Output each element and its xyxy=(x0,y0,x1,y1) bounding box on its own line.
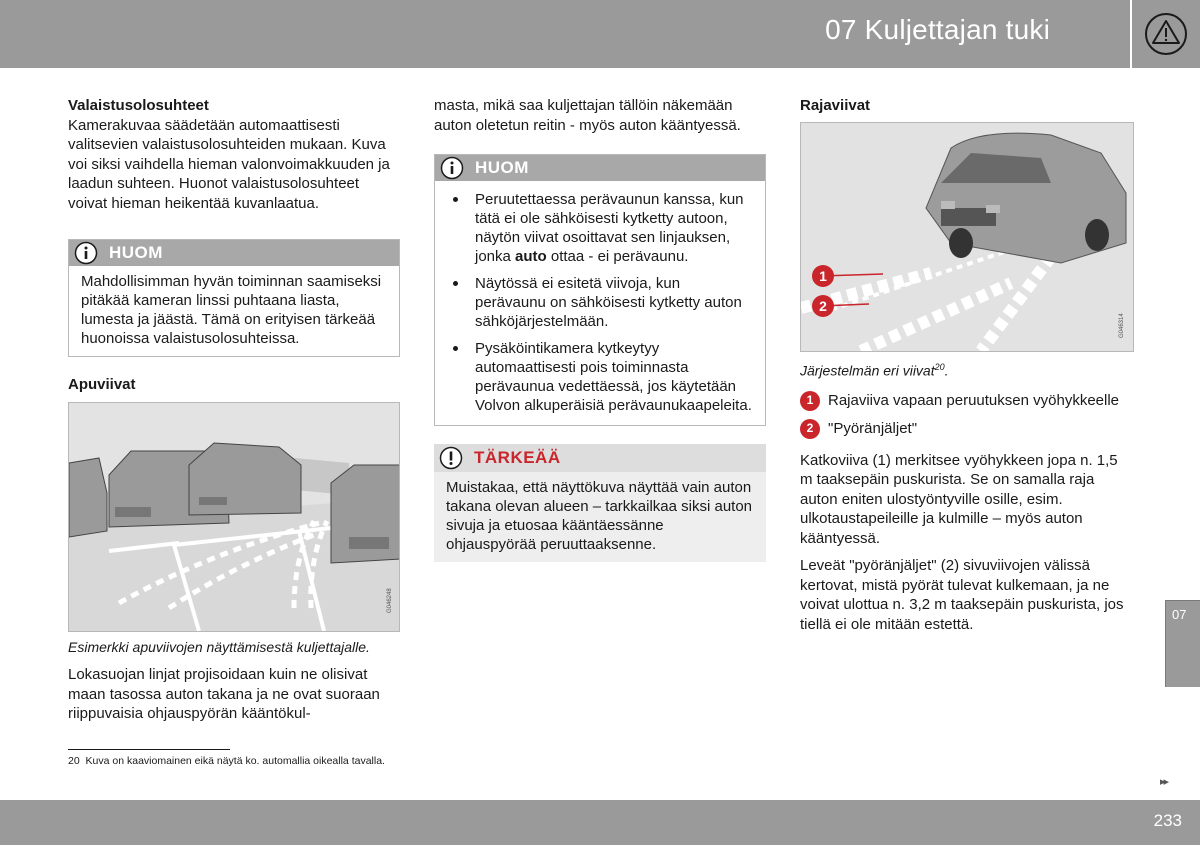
column-1 xyxy=(68,96,400,724)
figure-boundary-lines xyxy=(800,122,1134,352)
figure-code: G046314 xyxy=(1119,312,1125,338)
warning-header xyxy=(434,444,766,472)
chapter-tab xyxy=(1165,600,1200,687)
legend-text: "Pyöränjäljet" xyxy=(828,419,918,437)
car-boundary-illustration xyxy=(801,123,1134,351)
guidelines-paragraph: Lokasuojan linjat projisoidaan kuin ne olisivat maan tasossa auton takana ja ne ovat suoraan riippuvaisia ohjauspyörän kääntökul- xyxy=(68,666,380,722)
note-body xyxy=(435,181,765,425)
section-heading-boundary-lines: Rajaviivat xyxy=(800,97,871,114)
section-heading-lighting: Valaistusolosuhteet xyxy=(68,97,209,114)
figure-guidelines xyxy=(68,402,400,632)
warning-triangle-icon xyxy=(1143,11,1189,57)
note-box-1 xyxy=(68,239,400,357)
note-title: HUOM xyxy=(475,158,529,178)
note-header xyxy=(435,155,765,181)
lighting-paragraph: Kamerakuvaa säädetään automaattisesti valitsevien valaistusolosuhteiden mukaan. Kuva voi siksi vaihdella hieman valonvoimakkuuden ja laadun suhteen. Huonot valaistusolosuhteet voivat hieman heikentää kuvanlaatua. xyxy=(68,116,390,212)
header-bar xyxy=(0,0,1130,68)
list-item: Peruutettaessa perävaunun kanssa, kun tätä ei ole sähköisesti kytketty autoon, näytön viivat osoittavat sen linjauksen, jonka auto ottaa - ei perävaunu. xyxy=(447,190,753,266)
boundary-paragraph-1: Katkoviiva (1) merkitsee vyöhykkeen jopa n. 1,5 m taaksepäin puskurista. Se on samalla raja auton eniten ulostyöntyville osille, esim. ulkotaustapeileille ja kulmille – myös auton kääntyessä. xyxy=(800,451,1118,547)
legend-number: 1 xyxy=(800,391,820,411)
warning-title: TÄRKEÄÄ xyxy=(474,448,561,468)
note-body: Mahdollisimman hyvän toiminnan saamiseksi pitäkää kameran linssi puhtaana liasta, lumesta ja jäästä. Tämä on erityisen tärkeää huonoissa valaistusolosuhteissa. xyxy=(81,273,382,347)
info-icon xyxy=(439,155,465,181)
figure-caption: Järjestelmän eri viivat$^{20}$. xyxy=(800,361,949,379)
column-2 xyxy=(434,96,766,562)
column-3 xyxy=(800,96,1134,634)
note-header xyxy=(69,240,399,266)
continued-paragraph: masta, mikä saa kuljettajan tällöin näkemään auton oletetun reitin - myös auton kääntyessä. xyxy=(434,97,741,134)
section-heading-guidelines: Apuviivat xyxy=(68,376,136,393)
header-icon-box xyxy=(1132,0,1200,68)
footnote-rule xyxy=(68,749,230,750)
info-icon xyxy=(73,240,99,266)
legend-item xyxy=(800,419,1134,439)
legend-number: 2 xyxy=(800,419,820,439)
warning-body: Muistakaa, että näyttökuva näyttää vain auton takana olevan alueen – tarkkailkaa siksi auton sivuja ja etuosaa kääntäessänne ohjauspyörää peruuttaaksenne. xyxy=(446,479,753,553)
next-page-icon: ▸▸ xyxy=(1160,776,1168,788)
callout-2: 2 xyxy=(819,297,827,314)
footnote-text: Kuva on kaaviomainen eikä näytä ko. automallia oikealla tavalla. xyxy=(85,755,385,767)
note-box-2 xyxy=(434,154,766,426)
legend-text: Rajaviiva vapaan peruutuksen vyöhykkeelle xyxy=(828,391,1120,409)
page-number: 233 xyxy=(1153,811,1182,830)
note-list xyxy=(447,190,753,415)
chapter-title: 07 Kuljettajan tuki xyxy=(825,14,1050,45)
footnote-number: 20 xyxy=(68,755,80,767)
boundary-paragraph-2: Leveät "pyöränjäljet" (2) sivuviivojen välissä kertovat, mistä pyörät tulevat kulkemaan, ja ne voivat ulottua n. 3,2 m taaksepäin puskurista, jos tiellä ei ole mitään estettä. xyxy=(800,557,1124,633)
footnote xyxy=(68,755,385,767)
figure-caption: Esimerkki apuviivojen näyttämisestä kuljettajalle. xyxy=(68,638,370,655)
legend-item xyxy=(800,391,1134,411)
callout-1: 1 xyxy=(819,267,827,284)
footer-bar xyxy=(0,800,1200,845)
warning-box xyxy=(434,444,766,562)
chapter-tab-label: 07 xyxy=(1172,607,1187,622)
list-item: Näytössä ei esitetä viivoja, kun perävaunu on sähköisesti kytketty auton sähköjärjestelmään. xyxy=(447,274,753,331)
exclamation-icon xyxy=(438,445,464,471)
list-item: Pysäköintikamera kytkeytyy automaattisesti pois toiminnasta perävaunua vedettäessä, jos käytetään Volvon alkuperäisiä perävaunukaapeleita. xyxy=(447,339,753,415)
note-title: HUOM xyxy=(109,243,163,263)
parking-camera-illustration xyxy=(69,403,400,631)
figure-code: G046248 xyxy=(387,587,393,613)
